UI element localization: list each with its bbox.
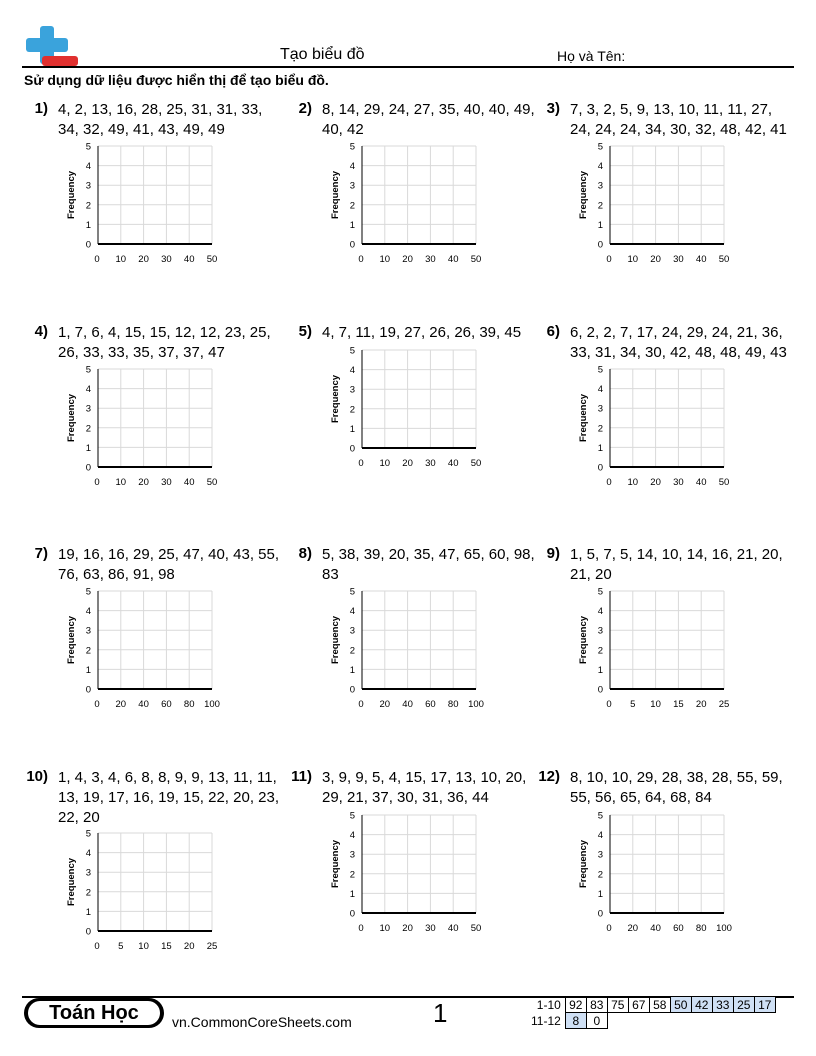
y-tick-label: 3 xyxy=(349,384,355,396)
x-tick-label: 0 xyxy=(358,458,364,469)
y-tick-label: 5 xyxy=(597,141,603,153)
blank-graph[interactable] xyxy=(60,362,222,497)
y-tick-label: 4 xyxy=(597,384,603,396)
y-tick-label: 3 xyxy=(597,625,603,637)
blank-graph[interactable] xyxy=(60,139,222,274)
y-tick-label: 3 xyxy=(597,849,603,861)
y-axis-label: Frequency xyxy=(66,170,77,220)
x-tick-label: 10 xyxy=(627,254,639,265)
y-tick-label: 0 xyxy=(349,908,355,920)
problem-data: 8, 14, 29, 24, 27, 35, 40, 40, 49, 40, 42 xyxy=(322,101,535,138)
answer-cell: 50 xyxy=(670,997,691,1013)
y-tick-label: 4 xyxy=(597,161,603,173)
logo-icon xyxy=(22,22,80,68)
x-tick-label: 40 xyxy=(183,254,195,265)
y-tick-label: 3 xyxy=(85,180,91,192)
x-tick-label: 0 xyxy=(94,477,100,488)
problem-number: 10) xyxy=(26,768,48,785)
x-tick-label: 60 xyxy=(673,923,684,934)
y-axis-label: Frequency xyxy=(66,857,77,907)
site-url: vn.CommonCoreSheets.com xyxy=(172,1014,352,1030)
problem-data: 4, 2, 13, 16, 28, 25, 31, 31, 33, 34, 32, 49, 41, 43, 49, 49 xyxy=(58,101,263,138)
answer-cell: 0 xyxy=(586,1013,607,1029)
answer-cell: 92 xyxy=(565,997,586,1013)
x-tick-label: 40 xyxy=(402,699,413,710)
y-tick-label: 1 xyxy=(349,664,355,676)
answer-cell: 67 xyxy=(628,997,649,1013)
y-tick-label: 2 xyxy=(597,200,603,212)
y-axis-label: Frequency xyxy=(66,393,77,443)
x-tick-label: 50 xyxy=(470,458,482,469)
x-tick-label: 0 xyxy=(606,699,612,710)
y-tick-label: 0 xyxy=(597,462,603,474)
y-tick-label: 3 xyxy=(349,625,355,637)
x-tick-label: 30 xyxy=(161,254,172,265)
x-tick-label: 20 xyxy=(138,254,149,265)
x-tick-label: 10 xyxy=(115,254,127,265)
x-tick-label: 50 xyxy=(470,254,482,265)
y-tick-label: 1 xyxy=(349,888,355,900)
x-tick-label: 30 xyxy=(673,254,684,265)
y-tick-label: 4 xyxy=(597,606,603,618)
y-tick-label: 0 xyxy=(349,443,355,455)
x-tick-label: 80 xyxy=(183,699,195,710)
x-tick-label: 30 xyxy=(425,458,436,469)
answer-row xyxy=(528,1013,775,1029)
y-tick-label: 4 xyxy=(85,384,91,396)
blank-graph[interactable] xyxy=(60,826,222,961)
x-tick-label: 20 xyxy=(183,941,195,952)
y-tick-label: 1 xyxy=(597,219,603,231)
y-tick-label: 5 xyxy=(85,586,91,598)
y-tick-label: 3 xyxy=(349,849,355,861)
x-tick-label: 40 xyxy=(447,458,459,469)
y-tick-label: 2 xyxy=(597,645,603,657)
x-tick-label: 10 xyxy=(379,458,391,469)
answer-cell: 83 xyxy=(586,997,607,1013)
y-tick-label: 1 xyxy=(85,219,91,231)
x-tick-label: 0 xyxy=(358,254,364,265)
x-tick-label: 10 xyxy=(379,254,391,265)
blank-graph[interactable] xyxy=(60,584,222,719)
x-tick-label: 100 xyxy=(204,699,220,710)
x-tick-label: 30 xyxy=(425,923,436,934)
x-tick-label: 0 xyxy=(606,477,612,488)
x-tick-label: 20 xyxy=(402,458,413,469)
y-axis-label: Frequency xyxy=(578,170,589,220)
y-axis-label: Frequency xyxy=(330,170,341,220)
x-tick-label: 15 xyxy=(673,699,684,710)
x-tick-label: 0 xyxy=(94,254,100,265)
problem-number: 6) xyxy=(546,323,560,340)
y-tick-label: 3 xyxy=(85,625,91,637)
y-tick-label: 0 xyxy=(597,684,603,696)
x-tick-label: 5 xyxy=(118,941,124,952)
x-tick-label: 10 xyxy=(138,941,149,952)
x-tick-label: 30 xyxy=(161,477,172,488)
y-tick-label: 4 xyxy=(85,161,91,173)
y-tick-label: 1 xyxy=(85,906,91,918)
y-tick-label: 3 xyxy=(349,180,355,192)
x-tick-label: 80 xyxy=(695,923,707,934)
y-tick-label: 3 xyxy=(597,180,603,192)
y-tick-label: 4 xyxy=(85,606,91,618)
y-tick-label: 2 xyxy=(85,887,91,899)
x-tick-label: 50 xyxy=(206,477,218,488)
brand-badge xyxy=(24,998,164,1028)
x-tick-label: 50 xyxy=(206,254,218,265)
x-tick-label: 40 xyxy=(447,923,459,934)
problem-data: 6, 2, 2, 7, 17, 24, 29, 24, 21, 36, 33, 31, 34, 30, 42, 48, 48, 49, 43 xyxy=(570,324,787,361)
x-tick-label: 20 xyxy=(402,923,413,934)
answer-cell: 33 xyxy=(712,997,733,1013)
y-tick-label: 1 xyxy=(597,888,603,900)
problem-number: 2) xyxy=(298,100,312,117)
y-tick-label: 4 xyxy=(597,830,603,842)
problem-number: 9) xyxy=(546,545,560,562)
y-axis-label: Frequency xyxy=(578,839,589,889)
y-tick-label: 5 xyxy=(349,345,355,357)
x-tick-label: 10 xyxy=(379,923,391,934)
y-tick-label: 2 xyxy=(85,645,91,657)
y-tick-label: 4 xyxy=(85,848,91,860)
x-tick-label: 10 xyxy=(650,699,661,710)
y-tick-label: 3 xyxy=(85,867,91,879)
y-tick-label: 0 xyxy=(85,239,91,251)
problem-number: 11) xyxy=(291,768,312,785)
y-tick-label: 2 xyxy=(597,869,603,881)
blank-graph[interactable] xyxy=(324,584,486,719)
x-tick-label: 0 xyxy=(358,923,364,934)
y-tick-label: 0 xyxy=(349,239,355,251)
y-tick-label: 5 xyxy=(349,141,355,153)
x-tick-label: 80 xyxy=(447,699,459,710)
problem-number: 3) xyxy=(546,100,560,117)
problem-data: 3, 9, 9, 5, 4, 15, 17, 13, 10, 20, 29, 21, 37, 30, 31, 36, 44 xyxy=(322,769,527,806)
problem-data: 8, 10, 10, 29, 28, 38, 28, 55, 59, 55, 56, 65, 64, 68, 84 xyxy=(570,769,783,806)
answer-row-label: 1-10 xyxy=(536,997,561,1012)
y-tick-label: 3 xyxy=(85,403,91,415)
problem-data: 5, 38, 39, 20, 35, 47, 65, 60, 98, 83 xyxy=(322,546,535,583)
y-tick-label: 2 xyxy=(349,404,355,416)
y-tick-label: 4 xyxy=(349,365,355,377)
problem-data: 1, 7, 6, 4, 15, 15, 12, 12, 23, 25, 26, 33, 33, 35, 37, 37, 47 xyxy=(58,324,271,361)
y-tick-label: 3 xyxy=(597,403,603,415)
problem-number: 1) xyxy=(34,100,48,117)
problem-number: 7) xyxy=(34,545,48,562)
y-axis-label: Frequency xyxy=(330,374,341,424)
y-axis-label: Frequency xyxy=(66,615,77,665)
y-tick-label: 2 xyxy=(349,200,355,212)
y-tick-label: 4 xyxy=(349,161,355,173)
blank-graph[interactable] xyxy=(572,362,734,497)
x-tick-label: 20 xyxy=(379,699,391,710)
y-tick-label: 5 xyxy=(85,364,91,376)
x-tick-label: 0 xyxy=(358,699,364,710)
page-title: Tạo biểu đồ xyxy=(280,46,365,63)
x-tick-label: 20 xyxy=(402,254,413,265)
x-tick-label: 40 xyxy=(183,477,195,488)
blank-graph[interactable] xyxy=(324,343,486,478)
answer-cell: 17 xyxy=(754,997,775,1013)
page-number: 1 xyxy=(433,998,448,1028)
name-label: Họ và Tên: xyxy=(557,48,626,64)
y-tick-label: 2 xyxy=(85,200,91,212)
x-tick-label: 30 xyxy=(425,254,436,265)
y-tick-label: 5 xyxy=(597,810,603,822)
x-tick-label: 40 xyxy=(695,254,707,265)
x-tick-label: 20 xyxy=(115,699,127,710)
y-tick-label: 2 xyxy=(349,645,355,657)
x-tick-label: 10 xyxy=(115,477,127,488)
y-tick-label: 2 xyxy=(597,423,603,435)
y-tick-label: 1 xyxy=(597,442,603,454)
y-tick-label: 0 xyxy=(85,926,91,938)
problem-data: 1, 4, 3, 4, 6, 8, 8, 9, 9, 13, 11, 11, 13, 19, 17, 16, 19, 15, 22, 20, 23, 22, 20 xyxy=(58,769,280,826)
y-tick-label: 5 xyxy=(349,810,355,822)
y-tick-label: 0 xyxy=(597,239,603,251)
x-tick-label: 25 xyxy=(206,941,218,952)
x-tick-label: 100 xyxy=(468,699,484,710)
x-tick-label: 0 xyxy=(606,254,612,265)
y-tick-label: 0 xyxy=(85,462,91,474)
y-tick-label: 1 xyxy=(85,664,91,676)
y-tick-label: 5 xyxy=(597,586,603,598)
y-axis-label: Frequency xyxy=(578,615,589,665)
x-tick-label: 60 xyxy=(161,699,172,710)
x-tick-label: 40 xyxy=(650,923,661,934)
answer-cell: 8 xyxy=(565,1013,586,1029)
y-tick-label: 0 xyxy=(597,908,603,920)
y-tick-label: 4 xyxy=(349,606,355,618)
x-tick-label: 20 xyxy=(650,477,661,488)
answer-row-label: 11-12 xyxy=(531,1013,561,1028)
y-tick-label: 1 xyxy=(85,442,91,454)
x-tick-label: 5 xyxy=(630,699,636,710)
x-tick-label: 50 xyxy=(718,254,730,265)
problem-data: 19, 16, 16, 29, 25, 47, 40, 43, 55, 76, 63, 86, 91, 98 xyxy=(58,546,280,583)
x-tick-label: 50 xyxy=(718,477,730,488)
y-tick-label: 5 xyxy=(85,828,91,840)
x-tick-label: 20 xyxy=(138,477,149,488)
y-tick-label: 1 xyxy=(349,423,355,435)
blank-graph[interactable] xyxy=(572,584,734,719)
answer-cell: 75 xyxy=(607,997,628,1013)
problem-number: 4) xyxy=(34,323,48,340)
x-tick-label: 20 xyxy=(650,254,661,265)
problem-number: 8) xyxy=(298,545,312,562)
answer-cell: 25 xyxy=(733,997,754,1013)
answer-cell: 58 xyxy=(649,997,670,1013)
y-tick-label: 5 xyxy=(349,586,355,598)
y-tick-label: 2 xyxy=(85,423,91,435)
x-tick-label: 40 xyxy=(447,254,459,265)
problem-number: 12) xyxy=(538,768,560,785)
y-axis-label: Frequency xyxy=(330,839,341,889)
y-axis-label: Frequency xyxy=(330,615,341,665)
problem-data: 4, 7, 11, 19, 27, 26, 26, 39, 45 xyxy=(322,324,522,341)
x-tick-label: 0 xyxy=(94,699,100,710)
y-axis-label: Frequency xyxy=(578,393,589,443)
answer-key xyxy=(528,996,776,1029)
blank-graph[interactable] xyxy=(572,139,734,274)
instructions: Sử dụng dữ liệu được hiển thị để tạo biểu đồ. xyxy=(24,72,329,88)
problem-number: 5) xyxy=(298,323,312,340)
problem-data: 1, 5, 7, 5, 14, 10, 14, 16, 21, 20, 21, 20 xyxy=(570,546,783,583)
blank-graph[interactable] xyxy=(324,139,486,274)
y-tick-label: 1 xyxy=(349,219,355,231)
blank-graph[interactable] xyxy=(572,808,734,943)
blank-graph[interactable] xyxy=(324,808,486,943)
x-tick-label: 20 xyxy=(695,699,707,710)
y-tick-label: 0 xyxy=(349,684,355,696)
x-tick-label: 100 xyxy=(716,923,732,934)
x-tick-label: 40 xyxy=(695,477,707,488)
y-tick-label: 4 xyxy=(349,830,355,842)
x-tick-label: 50 xyxy=(470,923,482,934)
y-tick-label: 0 xyxy=(85,684,91,696)
y-tick-label: 5 xyxy=(597,364,603,376)
answer-row xyxy=(528,997,775,1013)
y-tick-label: 1 xyxy=(597,664,603,676)
y-tick-label: 5 xyxy=(85,141,91,153)
x-tick-label: 0 xyxy=(94,941,100,952)
brand-label: Toán Học xyxy=(28,1001,160,1025)
answer-cell: 42 xyxy=(691,997,712,1013)
x-tick-label: 30 xyxy=(673,477,684,488)
x-tick-label: 0 xyxy=(606,923,612,934)
x-tick-label: 60 xyxy=(425,699,436,710)
header-divider xyxy=(22,66,794,68)
x-tick-label: 25 xyxy=(718,699,730,710)
y-tick-label: 2 xyxy=(349,869,355,881)
x-tick-label: 40 xyxy=(138,699,149,710)
problem-data: 7, 3, 2, 5, 9, 13, 10, 11, 11, 27, 24, 24, 24, 34, 30, 32, 48, 42, 41 xyxy=(570,101,787,138)
x-tick-label: 10 xyxy=(627,477,639,488)
x-tick-label: 20 xyxy=(627,923,639,934)
x-tick-label: 15 xyxy=(161,941,172,952)
